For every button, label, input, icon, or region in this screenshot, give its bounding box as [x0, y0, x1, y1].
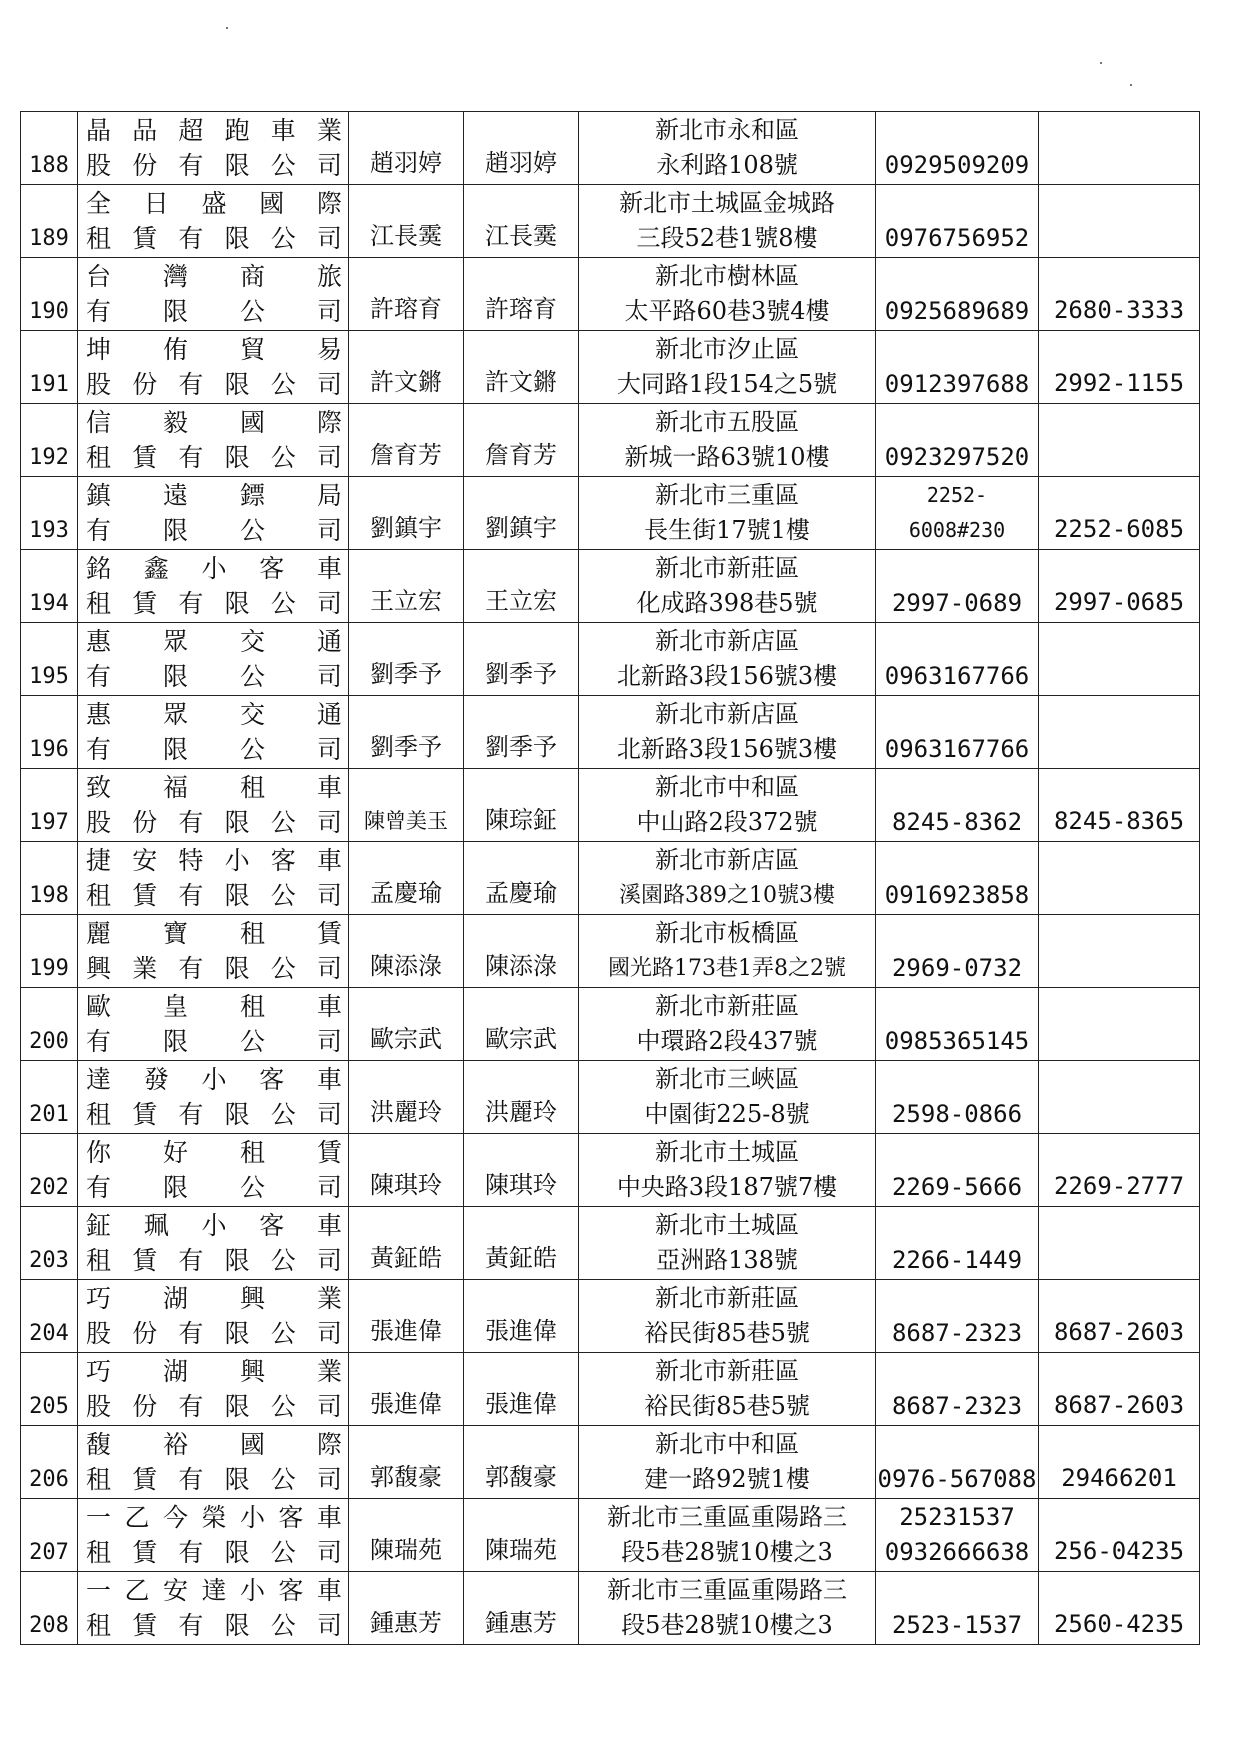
manager: 陳添淥: [464, 915, 579, 988]
company-name-line: 馥 裕 國 際: [86, 1430, 342, 1459]
representative: 郭馥豪: [349, 1426, 464, 1499]
row-number: 205: [21, 1353, 78, 1426]
phone-cell: [876, 915, 1039, 988]
company-name-line: 巧 湖 興 業: [86, 1284, 342, 1313]
company-name-cell: [78, 1499, 349, 1572]
address-line: 新北市汐止區: [655, 335, 799, 363]
address-cell: [579, 696, 876, 769]
representative: 詹育芳: [349, 404, 464, 477]
fax-number: 8687-2603: [1039, 1353, 1200, 1426]
phone-cell: [876, 1353, 1039, 1426]
address-cell: [579, 1061, 876, 1134]
phone-cell: [876, 258, 1039, 331]
address-line: 國光路173巷1弄8之2號: [608, 956, 846, 981]
table-row: [21, 1353, 1200, 1426]
company-name-line: 租 賃 有 限 公 司: [86, 1538, 342, 1567]
address-line: 新北市永和區: [655, 116, 799, 144]
table-row: [21, 915, 1200, 988]
table-row: [21, 404, 1200, 477]
company-name-line: 租 賃 有 限 公 司: [86, 1246, 342, 1275]
representative: 許瑢育: [349, 258, 464, 331]
address-cell: [579, 550, 876, 623]
address-line: 新北市中和區: [655, 773, 799, 801]
table-row: [21, 696, 1200, 769]
representative: 張進偉: [349, 1280, 464, 1353]
table-row: [21, 112, 1200, 185]
phone-number: 0932666638: [884, 1538, 1030, 1566]
manager: 許文鏘: [464, 331, 579, 404]
row-number: 199: [21, 915, 78, 988]
representative: 張進偉: [349, 1353, 464, 1426]
phone-number: 0912397688: [884, 370, 1030, 398]
address-cell: [579, 915, 876, 988]
manager: 洪麗玲: [464, 1061, 579, 1134]
company-name-line: 租 賃 有 限 公 司: [86, 224, 342, 253]
phone-cell: [876, 477, 1039, 550]
manager: 陳瑞苑: [464, 1499, 579, 1572]
table-row: [21, 258, 1200, 331]
phone-number: 8687-2323: [891, 1319, 1023, 1347]
address-cell: [579, 1280, 876, 1353]
company-name-line: 股 份 有 限 公 司: [86, 808, 342, 837]
phone-number: [876, 1427, 1038, 1462]
row-number: 201: [21, 1061, 78, 1134]
fax-number: 2252-6085: [1039, 477, 1200, 550]
fax-number: 256-04235: [1039, 1499, 1200, 1572]
row-number: 192: [21, 404, 78, 477]
manager: 許瑢育: [464, 258, 579, 331]
phone-number: 0976756952: [884, 224, 1030, 252]
company-name-cell: [78, 1207, 349, 1280]
phone-cell: [876, 1572, 1039, 1645]
address-cell: [579, 1499, 876, 1572]
row-number: 202: [21, 1134, 78, 1207]
company-name-line: 巧 湖 興 業: [86, 1357, 342, 1386]
address-cell: [579, 1134, 876, 1207]
fax-number: [1039, 404, 1200, 477]
company-name-line: 你 好 租 賃: [86, 1138, 342, 1167]
company-name-line: 台 灣 商 旅: [86, 262, 342, 291]
row-number: 207: [21, 1499, 78, 1572]
table-row: [21, 331, 1200, 404]
table-row: [21, 842, 1200, 915]
fax-number: [1039, 112, 1200, 185]
representative: 歐宗武: [349, 988, 464, 1061]
phone-number: [876, 1062, 1038, 1097]
manager: 趙羽婷: [464, 112, 579, 185]
table-row: [21, 769, 1200, 842]
phone-number: [876, 1208, 1038, 1243]
phone-number: [876, 770, 1038, 805]
address-line: 新北市新店區: [655, 627, 799, 655]
row-number: 204: [21, 1280, 78, 1353]
company-name-line: 租 賃 有 限 公 司: [86, 1465, 342, 1494]
address-cell: [579, 112, 876, 185]
address-cell: [579, 988, 876, 1061]
company-name-cell: [78, 1353, 349, 1426]
phone-number: [876, 332, 1038, 367]
manager: 歐宗武: [464, 988, 579, 1061]
address-line: 中央路3段187號7樓: [616, 1173, 838, 1201]
company-name-cell: [78, 1572, 349, 1645]
phone-number: 0929509209: [884, 151, 1030, 179]
phone-number: [876, 1135, 1038, 1170]
fax-number: 2560-4235: [1039, 1572, 1200, 1645]
company-name-line: 鎮 遠 鏢 局: [86, 481, 342, 510]
representative: 陳琪玲: [349, 1134, 464, 1207]
phone-cell: [876, 623, 1039, 696]
address-cell: [579, 258, 876, 331]
manager: 鍾惠芳: [464, 1572, 579, 1645]
address-line: 新北市三重區: [655, 481, 799, 509]
company-name-line: 全 日 盛 國 際: [86, 189, 342, 218]
manager: 劉季予: [464, 623, 579, 696]
phone-cell: [876, 1499, 1039, 1572]
address-cell: [579, 404, 876, 477]
phone-number: 2598-0866: [891, 1100, 1023, 1128]
address-line: 建一路92號1樓: [644, 1465, 810, 1493]
fax-number: [1039, 1207, 1200, 1280]
table-row: [21, 477, 1200, 550]
address-line: 化成路398巷5號: [636, 589, 818, 617]
representative: 陳添淥: [349, 915, 464, 988]
fax-number: 2269-2777: [1039, 1134, 1200, 1207]
company-name-cell: [78, 842, 349, 915]
address-line: 新北市板橋區: [655, 919, 799, 947]
fax-number: [1039, 842, 1200, 915]
phone-number: [876, 1354, 1038, 1389]
phone-number: 25231537: [899, 1503, 1015, 1531]
company-name-line: 信 毅 國 際: [86, 408, 342, 437]
fax-number: [1039, 1061, 1200, 1134]
phone-number: 8687-2323: [891, 1392, 1023, 1420]
phone-number: 2997-0689: [891, 589, 1023, 617]
company-name-cell: [78, 331, 349, 404]
phone-number: [876, 1573, 1038, 1608]
company-name-line: 一 乙 安 達 小 客 車: [86, 1576, 342, 1605]
phone-cell: [876, 331, 1039, 404]
table-row: [21, 623, 1200, 696]
phone-number: [876, 113, 1038, 148]
address-line: 裕民街85巷5號: [644, 1319, 810, 1347]
fax-number: 8245-8365: [1039, 769, 1200, 842]
address-line: 新北市土城區: [655, 1211, 799, 1239]
company-name-cell: [78, 185, 349, 258]
address-line: 裕民街85巷5號: [644, 1392, 810, 1420]
table-row: [21, 1134, 1200, 1207]
row-number: 190: [21, 258, 78, 331]
fax-number: 8687-2603: [1039, 1280, 1200, 1353]
row-number: 200: [21, 988, 78, 1061]
phone-number: 2523-1537: [891, 1611, 1023, 1639]
company-name-cell: [78, 404, 349, 477]
row-number: 191: [21, 331, 78, 404]
company-name-cell: [78, 769, 349, 842]
phone-cell: [876, 842, 1039, 915]
address-cell: [579, 1207, 876, 1280]
fax-number: 2997-0685: [1039, 550, 1200, 623]
row-number: 203: [21, 1207, 78, 1280]
row-number: 188: [21, 112, 78, 185]
table-row: [21, 1207, 1200, 1280]
phone-cell: [876, 1426, 1039, 1499]
company-name-cell: [78, 1061, 349, 1134]
row-number: 193: [21, 477, 78, 550]
phone-cell: [876, 404, 1039, 477]
company-name-cell: [78, 1280, 349, 1353]
address-cell: [579, 1572, 876, 1645]
address-cell: [579, 1426, 876, 1499]
phone-number: 0963167766: [884, 735, 1030, 763]
manager: 郭馥豪: [464, 1426, 579, 1499]
row-number: 196: [21, 696, 78, 769]
phone-number: 2969-0732: [891, 954, 1023, 982]
manager: 孟慶瑜: [464, 842, 579, 915]
company-name-cell: [78, 623, 349, 696]
phone-number: 2252-: [926, 483, 988, 507]
company-name-line: 惠 眾 交 通: [86, 627, 342, 656]
address-line: 新北市中和區: [655, 1430, 799, 1458]
table-row: [21, 1499, 1200, 1572]
manager: 詹育芳: [464, 404, 579, 477]
address-line: 三段52巷1號8樓: [636, 224, 818, 252]
phone-number: 2269-5666: [891, 1173, 1023, 1201]
address-cell: [579, 769, 876, 842]
address-line: 中環路2段437號: [636, 1027, 818, 1055]
company-name-line: 致 福 租 車: [86, 773, 342, 802]
address-line: 亞洲路138號: [656, 1246, 798, 1274]
company-name-line: 租 賃 有 限 公 司: [86, 1611, 342, 1640]
address-line: 中山路2段372號: [636, 808, 818, 836]
representative: 劉季予: [349, 696, 464, 769]
phone-number: 0985365145: [884, 1027, 1030, 1055]
address-line: 永利路108號: [656, 151, 798, 179]
manager: 張進偉: [464, 1280, 579, 1353]
phone-number: [876, 697, 1038, 732]
company-name-line: 租 賃 有 限 公 司: [86, 1100, 342, 1129]
phone-cell: [876, 550, 1039, 623]
address-line: 新北市三峽區: [655, 1065, 799, 1093]
address-cell: [579, 623, 876, 696]
company-name-cell: [78, 915, 349, 988]
company-name-line: 租 賃 有 限 公 司: [86, 881, 342, 910]
address-line: 段5巷28號10樓之3: [621, 1538, 833, 1566]
address-line: 新北市新莊區: [655, 992, 799, 1020]
manager: 劉季予: [464, 696, 579, 769]
phone-number: [876, 843, 1038, 878]
company-name-line: 股 份 有 限 公 司: [86, 151, 342, 180]
fax-number: [1039, 915, 1200, 988]
company-name-line: 歐 皇 租 車: [86, 992, 342, 1021]
company-name-line: 租 賃 有 限 公 司: [86, 443, 342, 472]
address-line: 新北市土城區金城路: [619, 189, 835, 217]
company-name-line: 一 乙 今 榮 小 客 車: [86, 1503, 342, 1532]
phone-cell: [876, 988, 1039, 1061]
phone-number: [876, 1281, 1038, 1316]
manager: 陳琮鉦: [464, 769, 579, 842]
manager: 陳琪玲: [464, 1134, 579, 1207]
phone-number: 0916923858: [884, 881, 1030, 909]
representative: 陳曾美玉: [349, 769, 464, 842]
fax-number: 2680-3333: [1039, 258, 1200, 331]
company-name-line: 達 發 小 客 車: [86, 1065, 342, 1094]
address-line: 新北市新莊區: [655, 1357, 799, 1385]
phone-cell: [876, 1207, 1039, 1280]
address-line: 新北市三重區重陽路三: [607, 1503, 847, 1531]
company-name-cell: [78, 258, 349, 331]
fax-number: 29466201: [1039, 1426, 1200, 1499]
company-name-line: 有 限 公 司: [86, 1173, 342, 1202]
company-name-line: 租 賃 有 限 公 司: [86, 589, 342, 618]
company-name-line: 麗 寶 租 賃: [86, 919, 342, 948]
representative: 劉鎮宇: [349, 477, 464, 550]
company-name-line: 坤 侑 貿 易: [86, 335, 342, 364]
address-line: 新城一路63號10樓: [624, 443, 830, 471]
phone-number: [876, 259, 1038, 294]
company-name-cell: [78, 1426, 349, 1499]
manager: 王立宏: [464, 550, 579, 623]
representative: 許文鏘: [349, 331, 464, 404]
address-line: 新北市三重區重陽路三: [607, 1576, 847, 1604]
representative: 王立宏: [349, 550, 464, 623]
company-name-line: 有 限 公 司: [86, 662, 342, 691]
fax-number: [1039, 623, 1200, 696]
address-cell: [579, 477, 876, 550]
row-number: 197: [21, 769, 78, 842]
representative: 孟慶瑜: [349, 842, 464, 915]
phone-cell: [876, 112, 1039, 185]
phone-number: [876, 405, 1038, 440]
address-line: 大同路1段154之5號: [616, 370, 838, 398]
phone-cell: [876, 1134, 1039, 1207]
table-row: [21, 1426, 1200, 1499]
address-cell: [579, 185, 876, 258]
row-number: 189: [21, 185, 78, 258]
address-line: 新北市新店區: [655, 846, 799, 874]
row-number: 206: [21, 1426, 78, 1499]
phone-number: 6008#230: [908, 518, 1006, 542]
row-number: 195: [21, 623, 78, 696]
fax-number: [1039, 696, 1200, 769]
address-cell: [579, 331, 876, 404]
phone-cell: [876, 769, 1039, 842]
representative: 陳瑞苑: [349, 1499, 464, 1572]
representative: 黃鉦皓: [349, 1207, 464, 1280]
address-line: 新北市五股區: [655, 408, 799, 436]
address-line: 新北市新莊區: [655, 1284, 799, 1312]
company-name-cell: [78, 988, 349, 1061]
company-name-cell: [78, 1134, 349, 1207]
manager: 劉鎮宇: [464, 477, 579, 550]
company-name-cell: [78, 112, 349, 185]
row-number: 198: [21, 842, 78, 915]
manager: 江長霙: [464, 185, 579, 258]
company-name-line: 晶 品 超 跑 車 業: [86, 116, 342, 145]
phone-number: [876, 916, 1038, 951]
row-number: 194: [21, 550, 78, 623]
address-line: 新北市樹林區: [655, 262, 799, 290]
table-row: [21, 550, 1200, 623]
address-line: 新北市新店區: [655, 700, 799, 728]
company-name-line: 股 份 有 限 公 司: [86, 1392, 342, 1421]
company-name-line: 興 業 有 限 公 司: [86, 954, 342, 983]
address-line: 溪園路389之10號3樓: [619, 883, 835, 908]
phone-cell: [876, 1280, 1039, 1353]
company-name-line: 惠 眾 交 通: [86, 700, 342, 729]
fax-number: [1039, 185, 1200, 258]
company-name-line: 鉦 珮 小 客 車: [86, 1211, 342, 1240]
address-line: 長生街17號1樓: [644, 516, 810, 544]
address-line: 中園街225-8號: [644, 1100, 810, 1128]
address-line: 新北市新莊區: [655, 554, 799, 582]
phone-number: 0976-567088: [877, 1465, 1037, 1493]
manager: 黃鉦皓: [464, 1207, 579, 1280]
company-name-line: 有 限 公 司: [86, 297, 342, 326]
phone-number: 0923297520: [884, 443, 1030, 471]
address-cell: [579, 1353, 876, 1426]
phone-cell: [876, 185, 1039, 258]
phone-cell: [876, 696, 1039, 769]
company-name-cell: [78, 696, 349, 769]
address-line: 北新路3段156號3樓: [616, 735, 838, 763]
address-line: 新北市土城區: [655, 1138, 799, 1166]
table-row: [21, 185, 1200, 258]
phone-cell: [876, 1061, 1039, 1134]
address-cell: [579, 842, 876, 915]
representative: 洪麗玲: [349, 1061, 464, 1134]
company-name-line: 捷 安 特 小 客 車: [86, 846, 342, 875]
row-number: 208: [21, 1572, 78, 1645]
company-name-line: 有 限 公 司: [86, 735, 342, 764]
fax-number: 2992-1155: [1039, 331, 1200, 404]
company-table-body: [21, 112, 1200, 1645]
company-name-cell: [78, 550, 349, 623]
table-row: [21, 1572, 1200, 1645]
fax-number: [1039, 988, 1200, 1061]
phone-number: [876, 989, 1038, 1024]
company-name-line: 股 份 有 限 公 司: [86, 370, 342, 399]
address-line: 太平路60巷3號4樓: [624, 297, 830, 325]
manager: 張進偉: [464, 1353, 579, 1426]
phone-number: 0963167766: [884, 662, 1030, 690]
company-name-line: 有 限 公 司: [86, 516, 342, 545]
table-row: [21, 1061, 1200, 1134]
address-line: 北新路3段156號3樓: [616, 662, 838, 690]
phone-number: 8245-8362: [891, 808, 1023, 836]
company-table: [20, 111, 1200, 1645]
phone-number: [876, 186, 1038, 221]
table-row: [21, 988, 1200, 1061]
address-line: 段5巷28號10樓之3: [621, 1611, 833, 1639]
phone-number: [876, 624, 1038, 659]
document-page: [20, 111, 1200, 1645]
representative: 趙羽婷: [349, 112, 464, 185]
table-row: [21, 1280, 1200, 1353]
company-name-cell: [78, 477, 349, 550]
representative: 江長霙: [349, 185, 464, 258]
phone-number: [876, 551, 1038, 586]
representative: 鍾惠芳: [349, 1572, 464, 1645]
phone-number: 0925689689: [884, 297, 1030, 325]
representative: 劉季予: [349, 623, 464, 696]
company-name-line: 銘 鑫 小 客 車: [86, 554, 342, 583]
company-name-line: 股 份 有 限 公 司: [86, 1319, 342, 1348]
phone-number: 2266-1449: [891, 1246, 1023, 1274]
company-name-line: 有 限 公 司: [86, 1027, 342, 1056]
